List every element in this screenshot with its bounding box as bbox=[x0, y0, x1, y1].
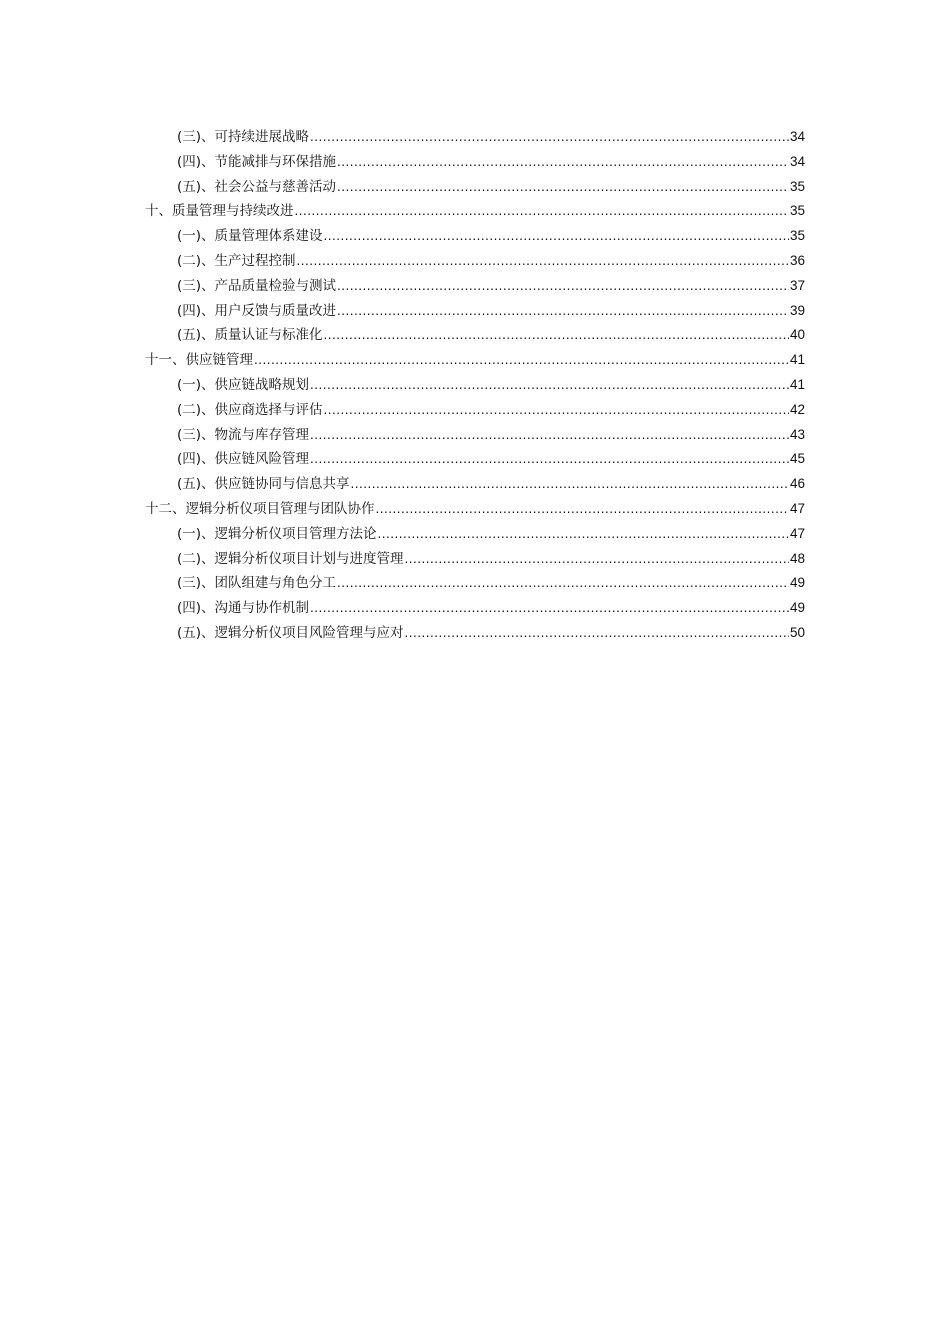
toc-entry[interactable] bbox=[145, 596, 805, 621]
toc-dot-leader bbox=[376, 497, 789, 522]
toc-dot-leader bbox=[378, 522, 789, 547]
toc-dot-leader bbox=[324, 323, 789, 348]
toc-dot-leader bbox=[351, 472, 789, 497]
toc-dot-leader bbox=[310, 373, 789, 398]
toc-entry[interactable] bbox=[145, 621, 805, 646]
toc-entry[interactable] bbox=[145, 150, 805, 175]
toc-entry[interactable] bbox=[145, 125, 805, 150]
toc-dot-leader bbox=[337, 150, 789, 175]
toc-entry-title: (一)、供应链战略规划 bbox=[177, 376, 310, 393]
toc-entry-title: (二)、生产过程控制 bbox=[177, 252, 296, 269]
toc-entry[interactable] bbox=[145, 274, 805, 299]
toc-entry-title: (五)、质量认证与标准化 bbox=[177, 327, 323, 344]
toc-entry[interactable] bbox=[145, 472, 805, 497]
toc-entry-page: 47 bbox=[789, 525, 805, 541]
toc-entry[interactable] bbox=[145, 547, 805, 572]
toc-dot-leader bbox=[297, 249, 789, 274]
toc-entry-page: 41 bbox=[789, 376, 805, 392]
toc-entry[interactable] bbox=[145, 447, 805, 472]
toc-dot-leader bbox=[310, 596, 789, 621]
toc-entry-title: (二)、供应商选择与评估 bbox=[177, 401, 323, 418]
toc-dot-leader bbox=[310, 125, 789, 150]
toc-entry[interactable] bbox=[145, 423, 805, 448]
toc-entry-title: 十二、逻辑分析仪项目管理与团队协作 bbox=[145, 500, 375, 517]
toc-chapter-entry[interactable] bbox=[145, 199, 805, 224]
toc-entry-page: 46 bbox=[789, 476, 805, 492]
toc-entry-title: (四)、沟通与协作机制 bbox=[177, 600, 310, 617]
toc-entry-page: 40 bbox=[789, 327, 805, 343]
toc-dot-leader bbox=[254, 348, 789, 373]
toc-entry-title: (五)、逻辑分析仪项目风险管理与应对 bbox=[177, 624, 404, 641]
toc-entry-page: 35 bbox=[789, 178, 805, 194]
toc-dot-leader bbox=[310, 423, 789, 448]
toc-entry-title: (四)、供应链风险管理 bbox=[177, 451, 310, 468]
toc-dot-leader bbox=[337, 274, 789, 299]
toc-entry-page: 45 bbox=[789, 451, 805, 467]
toc-entry-page: 35 bbox=[789, 203, 805, 219]
toc-dot-leader bbox=[295, 199, 789, 224]
toc-entry-page: 47 bbox=[789, 500, 805, 516]
toc-dot-leader bbox=[310, 447, 789, 472]
toc-entry-page: 41 bbox=[789, 352, 805, 368]
toc-entry[interactable] bbox=[145, 522, 805, 547]
toc-dot-leader bbox=[405, 621, 789, 646]
toc-entry[interactable] bbox=[145, 299, 805, 324]
toc-entry-title: 十一、供应链管理 bbox=[145, 352, 253, 369]
toc-entry-title: (三)、可持续进展战略 bbox=[177, 129, 310, 145]
toc-entry-page: 35 bbox=[789, 228, 805, 244]
toc-entry-title: (四)、用户反馈与质量改进 bbox=[177, 302, 337, 319]
toc-entry-page: 42 bbox=[789, 401, 805, 417]
toc-entry[interactable] bbox=[145, 571, 805, 596]
toc-entry-title: (二)、逻辑分析仪项目计划与进度管理 bbox=[177, 550, 404, 567]
toc-entry-page: 37 bbox=[789, 277, 805, 293]
toc-dot-leader bbox=[337, 299, 789, 324]
toc-entry-page: 34 bbox=[789, 129, 805, 144]
toc-chapter-entry[interactable] bbox=[145, 497, 805, 522]
toc-entry[interactable] bbox=[145, 398, 805, 423]
toc-entry[interactable] bbox=[145, 373, 805, 398]
toc-dot-leader bbox=[324, 224, 789, 249]
toc-entry-page: 43 bbox=[789, 426, 805, 442]
toc-entry[interactable] bbox=[145, 249, 805, 274]
toc-entry-title: (三)、产品质量检验与测试 bbox=[177, 277, 337, 294]
toc-dot-leader bbox=[337, 571, 789, 596]
toc-entry-page: 36 bbox=[789, 252, 805, 268]
toc-entry-title: (四)、节能减排与环保措施 bbox=[177, 153, 337, 170]
toc-entry-title: (三)、物流与库存管理 bbox=[177, 426, 310, 443]
toc-entry[interactable] bbox=[145, 224, 805, 249]
toc-entry-title: (五)、社会公益与慈善活动 bbox=[177, 178, 337, 195]
toc-entry-page: 49 bbox=[789, 575, 805, 591]
toc-entry-page: 49 bbox=[789, 600, 805, 616]
toc-entry-page: 48 bbox=[789, 550, 805, 566]
toc-dot-leader bbox=[405, 547, 789, 572]
toc-entry-page: 34 bbox=[789, 153, 805, 169]
toc-dot-leader bbox=[324, 398, 789, 423]
toc-entry-title: (三)、团队组建与角色分工 bbox=[177, 575, 337, 592]
toc-entry-title: (一)、逻辑分析仪项目管理方法论 bbox=[177, 525, 377, 542]
toc-entry-page: 39 bbox=[789, 302, 805, 318]
toc-entry[interactable] bbox=[145, 175, 805, 200]
toc-dot-leader bbox=[337, 175, 789, 200]
toc-entry-page: 50 bbox=[789, 624, 805, 640]
table-of-contents bbox=[145, 125, 805, 646]
toc-entry-title: (一)、质量管理体系建设 bbox=[177, 228, 323, 245]
toc-entry-title: (五)、供应链协同与信息共享 bbox=[177, 476, 350, 493]
toc-chapter-entry[interactable] bbox=[145, 348, 805, 373]
toc-entry[interactable] bbox=[145, 323, 805, 348]
toc-entry-title: 十、质量管理与持续改进 bbox=[145, 203, 294, 220]
